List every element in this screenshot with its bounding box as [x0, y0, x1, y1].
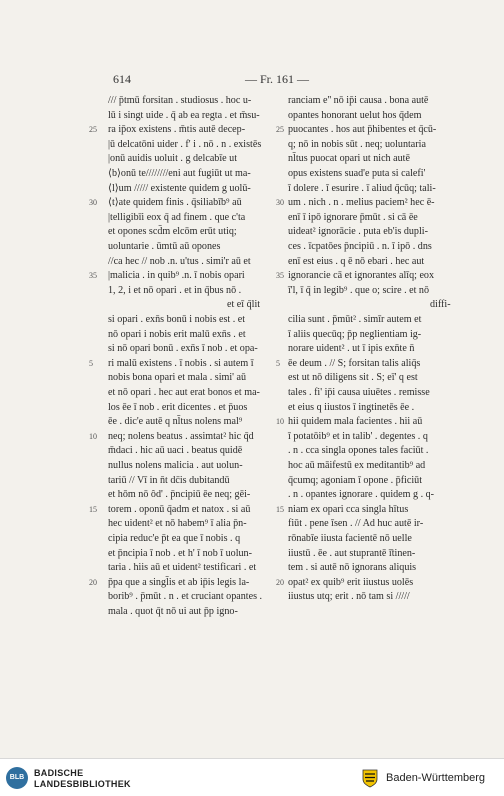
- line-number: 5: [276, 358, 280, 368]
- text-line: torem . oponū q̄adm et natox . si aū: [108, 503, 251, 515]
- text-line: cipia reduc'e p̄t ea que ī nobis . q: [108, 533, 241, 544]
- text-line: opus existens suad'e puta si calefi': [288, 168, 426, 179]
- text-line: opantes honorant uelut hos q̄dem: [288, 109, 422, 121]
- state-coat-of-arms-icon: [360, 768, 380, 788]
- library-logo[interactable]: BLB: [6, 767, 28, 789]
- region-label[interactable]: Baden-Württemberg: [386, 772, 486, 784]
- line-number: 35: [276, 271, 284, 281]
- library-name-line1[interactable]: BADISCHE: [34, 768, 84, 778]
- text-line: iiustus utq; erit . nō tam si /////: [288, 591, 410, 603]
- text-line: hii quidem mala facientes . hii aū: [288, 416, 423, 428]
- text-line: |onū auidis uoluit . g delcabīe ut: [108, 153, 238, 165]
- text-line: ces . īcpatōes p̄ncipiū . n. ī ipō . dns: [288, 241, 432, 252]
- text-line: ⟨t⟩ate quidem finis . q̄siliabīb⁹ aū: [108, 197, 242, 209]
- text-line: los ēe ī nob . erit dicentes . et p̄uos: [108, 401, 248, 413]
- text-line: tales . fi' ip̄i causa uiuētes . remisse: [288, 387, 430, 398]
- text-line: tem . si autē nō ignorans aliquis: [288, 562, 417, 574]
- text-line: nullus nolens malicia . aut uolun-: [108, 460, 243, 471]
- text-line: enī est eius . q ē nō ebari . hec aut: [288, 255, 425, 267]
- text-line: . n . cca singla opones tales faciūt .: [288, 445, 429, 457]
- text-line: et eius q iiustos ī ingtinetēs ēe .: [288, 401, 415, 413]
- text-line: cilia sunt . p̄mūt² . simīr autem et: [288, 314, 422, 325]
- text-line: mala . quot q̄t nō ui aut p̄p igno-: [108, 606, 238, 617]
- text-line: et hōm nō ôd' . p̄ncipiū ēe neq; gēi-: [108, 489, 251, 501]
- text-line: nl̄tus puocat opari ut nich autē: [288, 153, 410, 165]
- text-line: |ū delcatōni uider . f' i . nō . n . existēs: [108, 138, 262, 150]
- text-line: fiūt . pene īsen . // Ad huc autē ir-: [288, 518, 424, 530]
- text-line: et eī q̄lit: [227, 299, 261, 311]
- text-line: . n . opantes ignorare . quidem g . q-: [288, 489, 435, 501]
- text-line: ranciam e'' nō ip̄i causa . bona autē: [288, 95, 429, 106]
- text-line: tariū // Vī in n̄t dc̄is dubitandū: [108, 474, 230, 486]
- line-number: 20: [276, 577, 284, 587]
- text-line: uideat² ignorācie . puta eb'is dupli-: [288, 226, 428, 238]
- line-number: 10: [89, 431, 97, 441]
- text-line: niam ex opari cca singla hītus: [288, 503, 409, 515]
- text-line: borib⁹ . p̄mūt . n . et cruciant opantes .: [108, 591, 263, 603]
- text-line: /// p̄tmū forsitan . studiosus . hoc u-: [108, 95, 252, 106]
- text-line: ī aliis quecūq; p̄p neglientiam ig-: [288, 328, 422, 340]
- text-line: |telligibīi eox q̄ ad finem . que c'ta: [108, 211, 246, 223]
- text-line: //ca hec // nob .n. u'tus . simi'r aū et: [108, 255, 251, 267]
- text-line: hoc aū māifestū ex meditantib⁹ ad: [288, 460, 426, 471]
- text-line: et p̄ncipia ī nob . et h' ī nob ī uolun-: [108, 547, 252, 559]
- text-line: enī ī ipō ignorare p̄mūt . si cā ēe: [288, 211, 418, 223]
- text-line: ī potatōib⁹ et in talib' . degentes . q: [288, 430, 428, 442]
- text-line: opat² ex quib⁹ erit iiustus uolēs: [288, 576, 414, 588]
- text-line: norare uident² . ut ī ipis exn̄te n̄: [288, 343, 415, 355]
- text-line: si nō opari bonū . exn̄s ī nob . et opa-: [108, 343, 258, 355]
- text-line: |malicia . in quib⁹ .n. ī nobis opari: [108, 270, 245, 282]
- text-line: nō opari i nobis erit malū exn̄s . et: [108, 328, 246, 340]
- text-line: q̄cumq; agoniam ī opone . p̄ficiūt: [288, 474, 422, 486]
- text-line: ignorancie cā et ignorantes alīq; eox: [288, 270, 435, 282]
- line-number: 25: [276, 125, 284, 135]
- text-line: neq; nolens beatus . assimtat² hic q̄d: [108, 430, 254, 442]
- text-line: ⟨b⟩onū te////////eni aut fugiūt ut ma-: [108, 168, 251, 179]
- text-line: si opari . exn̄s bonū i nobis est . et: [108, 314, 246, 325]
- line-number: 5: [89, 358, 93, 368]
- text-line: ri malū existens . ī nobis . si autem ī: [108, 357, 254, 369]
- left-column: [108, 95, 286, 625]
- line-number: 25: [89, 125, 97, 135]
- text-line: ī dolere . ī esurire . ī aliud q̄cūq; tali-: [288, 182, 436, 194]
- line-number: 10: [276, 417, 284, 427]
- page-number: 614: [113, 72, 131, 86]
- text-line: q; nō in nobis sūt . neq; uoluntaria: [288, 138, 426, 150]
- text-line: p̄pa que a singl̄is et ab ip̄is legis la-: [108, 576, 250, 588]
- library-name-line2[interactable]: LANDESBIBLIOTHEK: [34, 779, 131, 789]
- text-line: iiustū . ēe . aut stuprantē ī̄tinen-: [288, 547, 416, 559]
- text-line: hec uident² et nō habem⁹ ī alia p̄n-: [108, 518, 247, 530]
- line-number: 30: [276, 198, 284, 208]
- text-line: ⟨l⟩um ///// existente quidem g uolū-: [108, 182, 251, 194]
- text-line: ra ip̄ox existens . m̄tis autē decep-: [108, 124, 246, 136]
- footer-bar: [0, 758, 504, 796]
- text-line: est ut nō diligens sit . S; eī' q est: [288, 372, 418, 384]
- running-head: — Fr. 161 —: [245, 72, 310, 86]
- line-number: 15: [89, 504, 97, 514]
- line-number: 20: [89, 577, 97, 587]
- text-line: m̄daci . hic aū uaci . beatus quidē: [108, 445, 243, 457]
- text-line: taria . hiis aū et uident² testificari . et: [108, 562, 257, 574]
- line-number: 15: [276, 504, 284, 514]
- text-line: ēe . dic'e autē q nl̄tus nolens mal⁹: [108, 416, 243, 428]
- text-line: et nō opari . hec aut erat bonos et ma-: [108, 387, 260, 398]
- right-column: [288, 95, 464, 625]
- text-line: um . nich . n . melius paciem² hec ē-: [288, 197, 435, 209]
- text-line: ī'l, ī q̄ in legib⁹ . que o; scire . et nō: [288, 284, 430, 296]
- text-line: et opones scd̄m elcōm erūt utiq;: [108, 226, 237, 238]
- text-line: nobis bona opari et mala . simi' aū: [108, 372, 247, 384]
- line-number: 35: [89, 271, 97, 281]
- text-line: diffi-: [430, 299, 451, 311]
- line-number: 30: [89, 198, 97, 208]
- text-line: ēe deum . // S; forsitan talis aliq̄s: [288, 357, 421, 369]
- text-line: puocantes . hos aut p̄hibentes et q̄cū-: [288, 124, 437, 136]
- text-line: rōnabīe iiusta facientē nō uelle: [288, 533, 412, 544]
- text-line: 1, 2, i et nō opari . et in q̄bus nō .: [108, 284, 242, 296]
- text-line: uoluntarie . ūmtū aū opones: [108, 241, 221, 252]
- text-line: lū i singt uide . q̄ ab ea regta . et m̄su-: [108, 109, 260, 121]
